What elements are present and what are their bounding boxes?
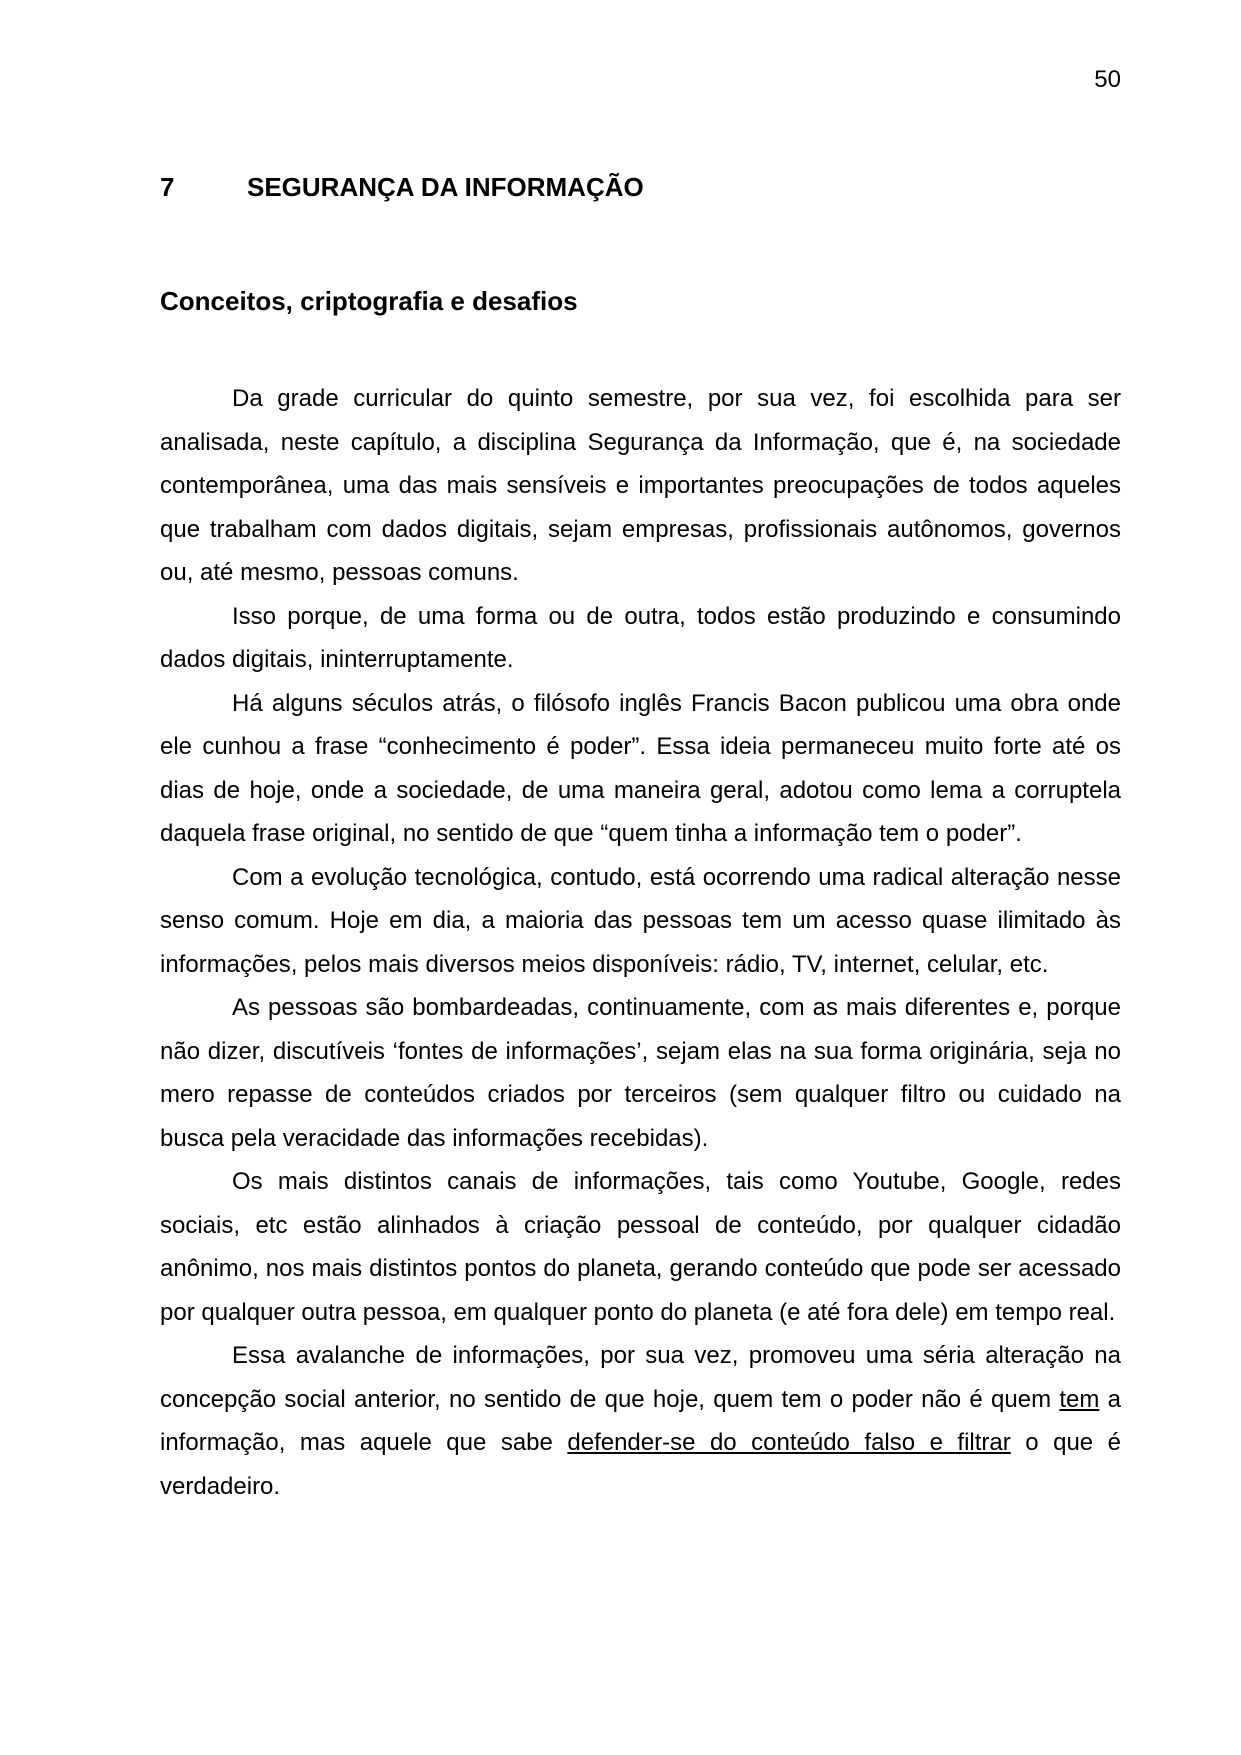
- paragraph: [160, 1334, 1121, 1508]
- paragraph: [160, 595, 1121, 682]
- chapter-heading: [160, 172, 1121, 203]
- text-segment: Essa avalanche de informações, por sua vez, promoveu uma séria alteração na concepção social anterior, no sentido de que hoje, quem tem o poder não é quem: [160, 1342, 1121, 1413]
- text-segment: Isso porque, de uma forma ou de outra, todos estão produzindo e consumindo dados digitais, ininterruptamente.: [160, 602, 1121, 673]
- page-number: 50: [1094, 66, 1121, 93]
- paragraph: [160, 856, 1121, 987]
- paragraph: [160, 1160, 1121, 1334]
- chapter-number: 7: [160, 172, 175, 202]
- text-segment: As pessoas são bombardeadas, continuamente, com as mais diferentes e, porque não dizer, discutíveis ‘fontes de informações’, sejam elas na sua forma originária, seja no mero repasse de conteúdos criados por terceiros (sem qualquer filtro ou cuidado na busca pela veracidade das informações recebidas).: [160, 994, 1121, 1152]
- text-segment: Com a evolução tecnológica, contudo, está ocorrendo uma radical alteração nesse senso comum. Hoje em dia, a maioria das pessoas tem um acesso quase ilimitado às informações, pelos mais diversos meios disponíveis: rádio, TV, internet, celular, etc.: [160, 863, 1121, 978]
- body-text: [160, 377, 1121, 1508]
- text-segment: Há alguns séculos atrás, o filósofo inglês Francis Bacon publicou uma obra onde ele cunhou a frase “conhecimento é poder”. Essa ideia permaneceu muito forte até os dias de hoje, onde a sociedade, de uma maneira geral, adotou como lema a corruptela daquela frase original, no sentido de que “quem tinha a informação tem o poder”.: [160, 689, 1121, 847]
- paragraph: [160, 377, 1121, 595]
- underlined-text: tem: [1059, 1385, 1100, 1413]
- paragraph: [160, 986, 1121, 1160]
- text-segment: Da grade curricular do quinto semestre, por sua vez, foi escolhida para ser analisada, neste capítulo, a disciplina Segurança da Informação, que é, na sociedade contemporânea, uma das mais sensíveis e importantes preocupações de todos aqueles que trabalham com dados digitais, sejam empresas, profissionais autônomos, governos ou, até mesmo, pessoas comuns.: [160, 385, 1121, 586]
- underlined-text: defender-se do conteúdo falso e filtrar: [567, 1429, 1011, 1456]
- chapter-title: SEGURANÇA DA INFORMAÇÃO: [247, 172, 644, 202]
- text-segment: a informação, mas aquele que sabe: [160, 1385, 1122, 1456]
- section-subheading: Conceitos, criptografia e desafios: [160, 286, 578, 316]
- text-segment: o que é verdadeiro.: [160, 1429, 1121, 1500]
- paragraph: [160, 682, 1121, 856]
- text-segment: Os mais distintos canais de informações, tais como Youtube, Google, redes sociais, etc estão alinhados à criação pessoal de conteúdo, por qualquer cidadão anônimo, nos mais distintos pontos do planeta, gerando conteúdo que pode ser acessado por qualquer outra pessoa, em qualquer ponto do planeta (e até fora dele) em tempo real.: [160, 1168, 1121, 1326]
